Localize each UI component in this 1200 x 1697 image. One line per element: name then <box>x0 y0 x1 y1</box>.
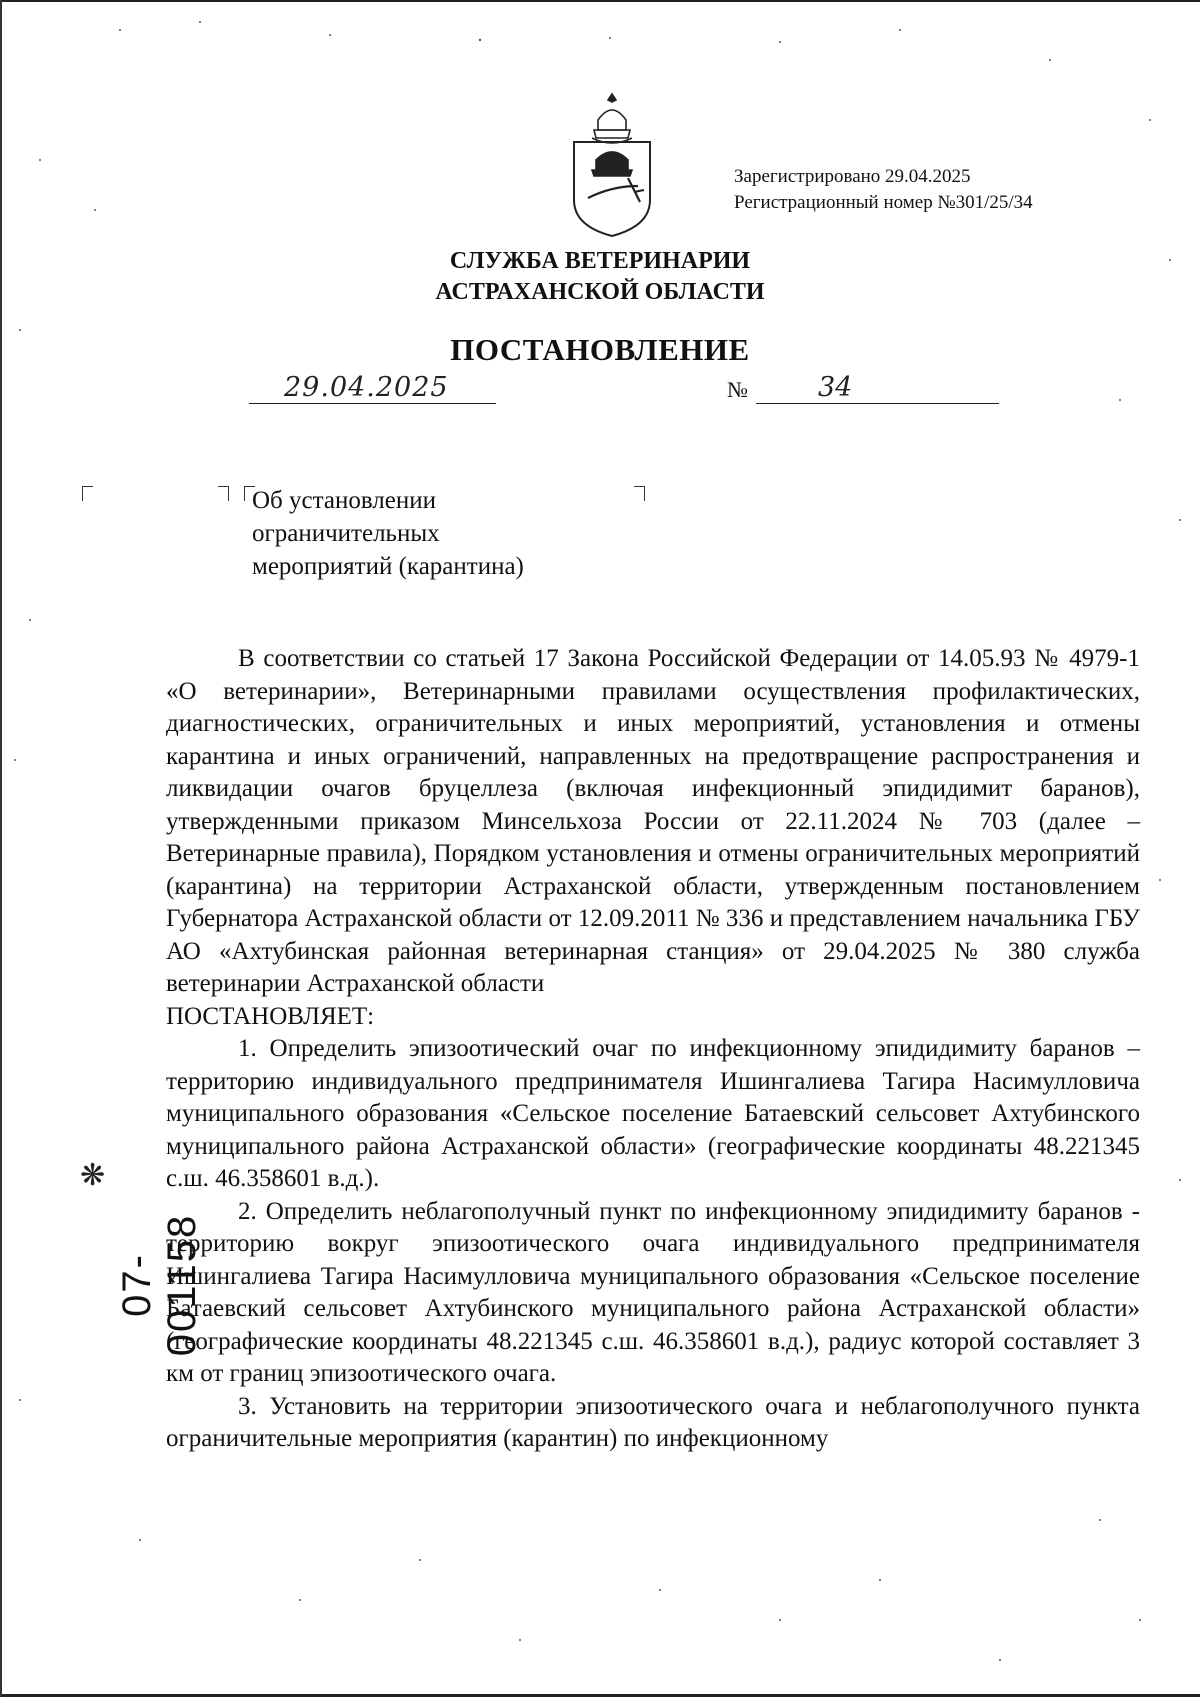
registration-block <box>734 164 1033 216</box>
agency-name <box>0 246 1200 308</box>
number-label: № <box>727 377 748 402</box>
subject-line-2: ограничительных <box>252 520 440 547</box>
scan-border-top <box>0 0 1200 2</box>
subject-line-3: мероприятий (карантина) <box>252 553 524 580</box>
document-subject <box>252 484 524 583</box>
resolves-heading: ПОСТАНОВЛЯЕТ: <box>166 1002 375 1030</box>
side-stamp-number: 07-001158 <box>115 1213 204 1357</box>
registration-date: Зарегистрировано 29.04.2025 <box>734 166 971 187</box>
list-item: 1. Определить эпизоотический очаг по инфекционному эпидидимиту баранов – территорию индивидуального предпринимателя Ишингалиева Тагира Насимулловича муниципального образования «Сельское поселение Батаевский сельсовет Ахтубинского муниципального района Астраханской области» (географические координаты 48.221345 с.ш. 46.358601 в.д.). <box>166 1035 1140 1192</box>
registration-number: Регистрационный номер №301/25/34 <box>734 192 1033 213</box>
flower-icon: ❋ <box>80 1159 106 1192</box>
preamble-paragraph: В соответствии со статьей 17 Закона Российской Федерации от 14.05.93 № 4979-1 «О ветеринарии», Ветеринарными правилами осуществления профилактических, диагностических, ограничительных и иных мероприятий, установления и отмены карантина и иных ограничений, направленных на предотвращение распространения и ликвидации очагов бруцеллеза (включая инфекционный эпидидимит баранов), утвержденными приказом Минсельхоза России от 22.11.2024 № 703 (далее – Ветеринарные правила), Порядком установления и отмены ограничительных мероприятий (карантина) на территории Астраханской области, утвержденным постановлением Губернатора Астраханской области от 12.09.2011 № 336 и представлением начальника ГБУ АО «Ахтубинская районная ветеринарная станция» от 29.04.2025 № 380 служба ветеринарии Астраханской области <box>166 645 1140 997</box>
document-type: ПОСТАНОВЛЕНИЕ <box>450 332 750 367</box>
subject-bracket-left <box>82 486 93 501</box>
subject-bracket-right <box>634 486 645 501</box>
agency-line-2: АСТРАХАНСКОЙ ОБЛАСТИ <box>435 279 765 305</box>
subject-bracket-mid <box>218 486 229 501</box>
document-number: 34 <box>818 372 853 403</box>
subject-line-1: Об установлении <box>252 487 437 514</box>
list-item: 2. Определить неблагополучный пункт по инфекционному эпидидимиту баранов - территорию вокруг эпизоотического очага индивидуального предпринимателя Ишингалиева Тагира Насимулловича муниципального образования «Сельское поселение Батаевский сельсовет Ахтубинского муниципального района Астраханской области» (географические координаты 48.221345 с.ш. 46.358601 в.д.), радиус которой составляет 3 км от границ эпизоотического очага. <box>166 1197 1140 1387</box>
agency-line-1: СЛУЖБА ВЕТЕРИНАРИИ <box>449 248 751 274</box>
number-underline <box>756 375 999 404</box>
document-body <box>166 643 1140 1456</box>
list-item: 3. Установить на территории эпизоотического очага и неблагополучного пункта ограничительные мероприятия (карантин) по инфекционному <box>166 1392 1140 1452</box>
astrakhan-coat-of-arms-icon <box>568 90 656 240</box>
document-date: 29.04.2025 <box>284 372 449 403</box>
